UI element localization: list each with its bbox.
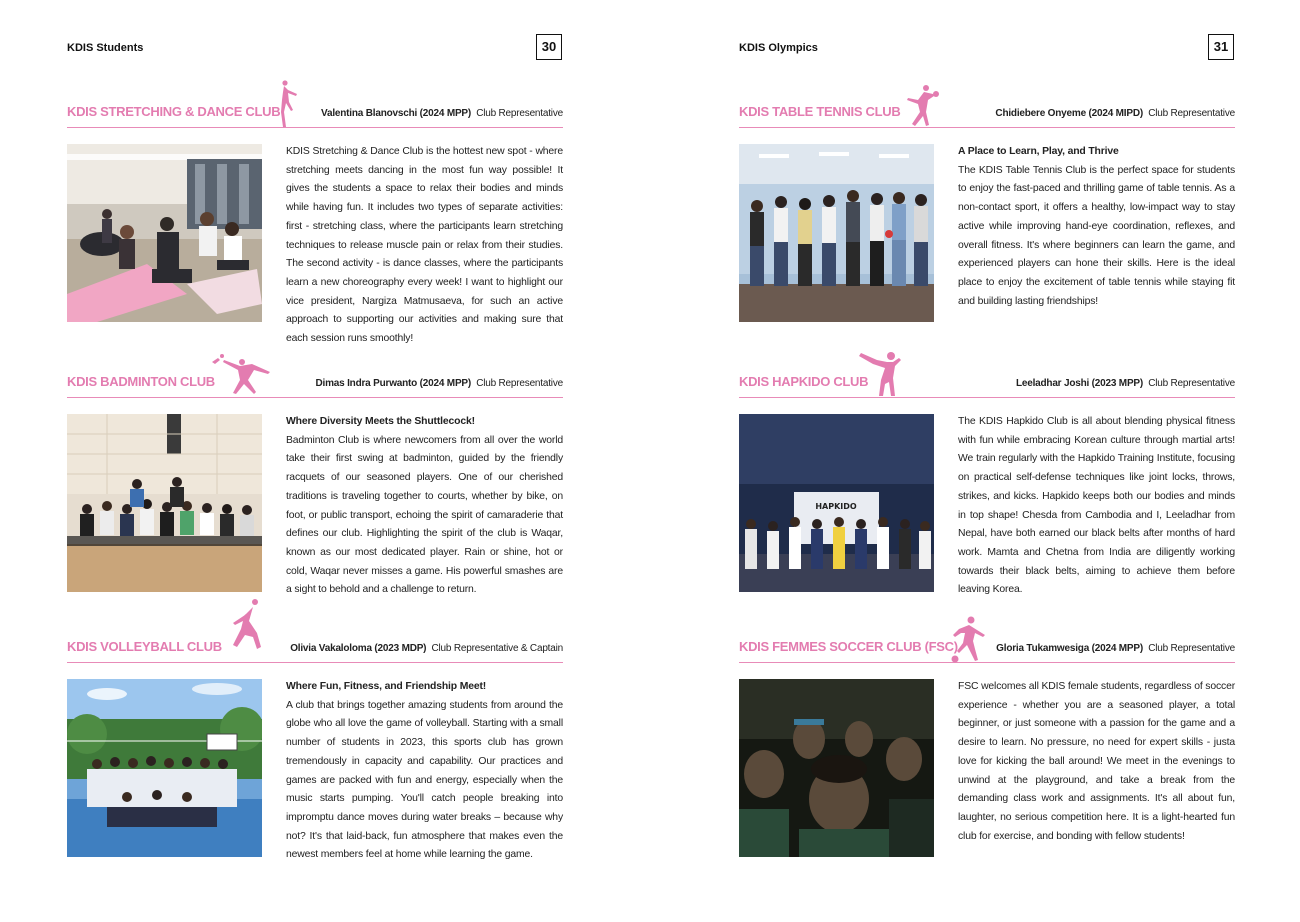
club-photo [67, 679, 262, 857]
section-header [739, 615, 1235, 663]
club-name: KDIS VOLLEYBALL CLUB [67, 639, 222, 654]
volleyball-player-icon [227, 599, 267, 663]
femmes-soccer-club-section [739, 615, 1235, 865]
club-description: Where Fun, Fitness, and Friendship Meet! A club that brings together amazing students from around the globe who all love the game of volleyball. Starting with a small number of students in 2023, this sports club has grown tremendously in capacity and capability. Our practices and games are packed with fun and energy, especially when the music starts pumping. You'll catch people breaking into impromptu dance moves during water breaks – because why not? It's that laid-back, fun atmosphere that makes even the newest members feel at home while learning the game. [286, 678, 563, 865]
martial-arts-kick-icon [859, 350, 907, 398]
club-description: The KDIS Hapkido Club is all about blending physical fitness with fun while embracing Korean culture through martial arts! We train regularly with the Hapkido Training Institute, focusing on practical self-defense techniques like joint locks, throws, strikes, and kicks. Hapkido keeps both our bodies and minds in top shape! Chesda from Cambodia and I, Leeladhar from Nepal, have both earned our black belts after months of hard work. Mamta and Chetna from India are diligently working towards their black belts, aiming to achieve them before leaving Korea. [958, 416, 1235, 596]
page-number: 31 [1208, 34, 1234, 60]
club-photo [739, 679, 934, 857]
soccer-player-icon [949, 615, 989, 663]
club-subhead: A Place to Learn, Play, and Thrive [958, 146, 1119, 157]
club-name: KDIS TABLE TENNIS CLUB [739, 104, 901, 119]
club-representative: Dimas Indra Purwanto (2024 MPP) Club Representative [315, 378, 563, 389]
club-description: A Place to Learn, Play, and Thrive The KDIS Table Tennis Club is the perfect space for students to enjoy the fast-paced and thrilling game of table tennis. As a non-contact sport, it offers a healthy, low-impact way to stay active while improving hand-eye coordination, reflexes, and overall fitness. It's where beginners can learn the game, and experienced players can hone their skills. Here is the ideal place to enjoy the excitement of table tennis while staying fit and building lasting friendships! [958, 143, 1235, 311]
section-header [67, 80, 563, 128]
running-head: KDIS Students [67, 42, 144, 54]
table-tennis-player-icon [904, 84, 940, 128]
dancer-icon [279, 80, 305, 128]
table-tennis-club-section [739, 80, 1235, 330]
soccer-selfie-photo [739, 679, 934, 857]
section-header [67, 350, 563, 398]
club-name: KDIS BADMINTON CLUB [67, 374, 215, 389]
club-photo [67, 414, 262, 592]
badminton-club-section [67, 350, 563, 600]
club-subhead: Where Diversity Meets the Shuttlecock! [286, 416, 475, 427]
table-tennis-group-photo [739, 144, 934, 322]
hapkido-club-section [739, 350, 1235, 600]
volleyball-team-photo [67, 679, 262, 857]
club-subhead: Where Fun, Fitness, and Friendship Meet! [286, 681, 487, 692]
club-representative: Olivia Vakaloloma (2023 MDP) Club Representative & Captain [290, 643, 563, 654]
running-head: KDIS Olympics [739, 42, 818, 54]
club-name: KDIS FEMMES SOCCER CLUB (FSC) [739, 639, 958, 654]
section-header [739, 350, 1235, 398]
club-description: FSC welcomes all KDIS female students, regardless of soccer experience - whether you are a seasoned player, a total beginner, or just someone with a passion for the game and a desire to learn. No pressure, no need for expert skills - justa love for kicking the ball around! We meet in the evenings to unwind at the playground, and take a break from the demanding class work and assignments. It's all about fun, laughter, no serious competition here. It is a light-hearted fun club for exercise, and bonding with fellow students! [958, 681, 1236, 842]
club-name: KDIS STRETCHING & DANCE CLUB [67, 104, 281, 119]
club-description: KDIS Stretching & Dance Club is the hottest new spot - where stretching meets dancing in the most fun way possible! It gives the students a space to relax their bodies and minds while having fun. It includes two types of separate activities: first - stretching class, where the participants learn stretching techniques to release muscle pain or relax from their studies. The second activity - is dance classes, where the participants learn a new choreography every week! I want to highlight our vice president, Nargiza Matmusaeva, for such an active approach to supporting our activities and making sure that each session runs smoothly! [286, 146, 563, 345]
page-number: 30 [536, 34, 562, 60]
club-name: KDIS HAPKIDO CLUB [739, 374, 869, 389]
club-representative: Chidiebere Onyeme (2024 MIPD) Club Representative [995, 108, 1235, 119]
stretching-class-photo [67, 144, 262, 322]
section-header [67, 615, 563, 663]
club-representative: Valentina Blanovschi (2024 MPP) Club Representative [321, 108, 563, 119]
club-description: Where Diversity Meets the Shuttlecock! Badminton Club is where newcomers from all over the world take their first swing at badminton, guided by the friendly racquets of our seasoned players. One of our cherished traditions is traveling together to courts, whether by bike, on foot, or public transport, echoing the spirit of camaraderie that defines our club. Highlighting the spirit of the club is Waqar, known as our most dedicated player. Rain or shine, hot or cold, Waqar never misses a game. His powerful smashes are a sight to behold and a challenge to return. [286, 413, 563, 600]
hapkido-group-photo [739, 414, 934, 592]
club-representative: Leeladhar Joshi (2023 MPP) Club Representative [1015, 378, 1235, 389]
hapkido-banner-text: HAPKIDO [815, 502, 857, 511]
volleyball-club-section [67, 615, 563, 865]
section-header [739, 80, 1235, 128]
badminton-group-photo [67, 414, 262, 592]
club-photo [67, 144, 262, 322]
badminton-player-icon [212, 350, 274, 398]
right-page [650, 0, 1300, 922]
club-representative: Gloria Tukamwesiga (2024 MPP) Club Representative [996, 643, 1235, 654]
stretching-dance-club-section [67, 80, 563, 345]
club-photo [739, 414, 934, 592]
club-photo [739, 144, 934, 322]
